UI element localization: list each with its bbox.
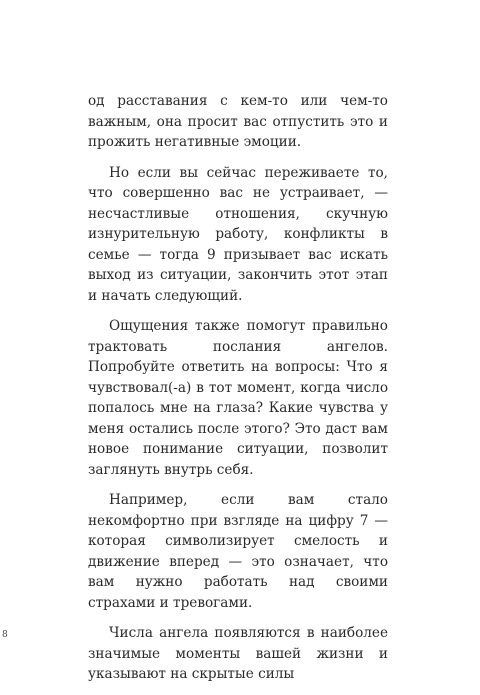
page-number: 8: [2, 630, 8, 640]
paragraph: Но если вы сейчас переживаете то, что совершенно вас не устраивает, — несчастливые отношения, скучную изнурительную работу, конфликты в семье — тогда 9 призывает вас искать выход из ситуации, закончить этот этап и начать следующий.: [88, 164, 388, 304]
paragraph: Ощущения также помогут правильно трактовать послания ангелов. Попробуйте ответить на вопросы: Что я чувствовал(-а) в тот момент, когда число попалось мне на глаза? Какие чувства у меня остались после этого? Это даст вам новое понимание ситуации, позволит заглянуть внутрь себя.: [88, 318, 388, 478]
paragraph-continuation: од расставания с кем-то или чем-то важным, она просит вас отпустить это и прожить негативные эмоции.: [88, 93, 388, 150]
body-text: [88, 91, 388, 695]
paragraph: Числа ангела появляются в наиболее значимые моменты вашей жизни и указывают на скрытые силы: [88, 625, 388, 682]
paragraph: Например, если вам стало некомфортно при взгляде на цифру 7 — которая символизирует смелость и движение вперед — это означает, что вам нужно работать над своими страхами и тревогами.: [88, 492, 388, 611]
